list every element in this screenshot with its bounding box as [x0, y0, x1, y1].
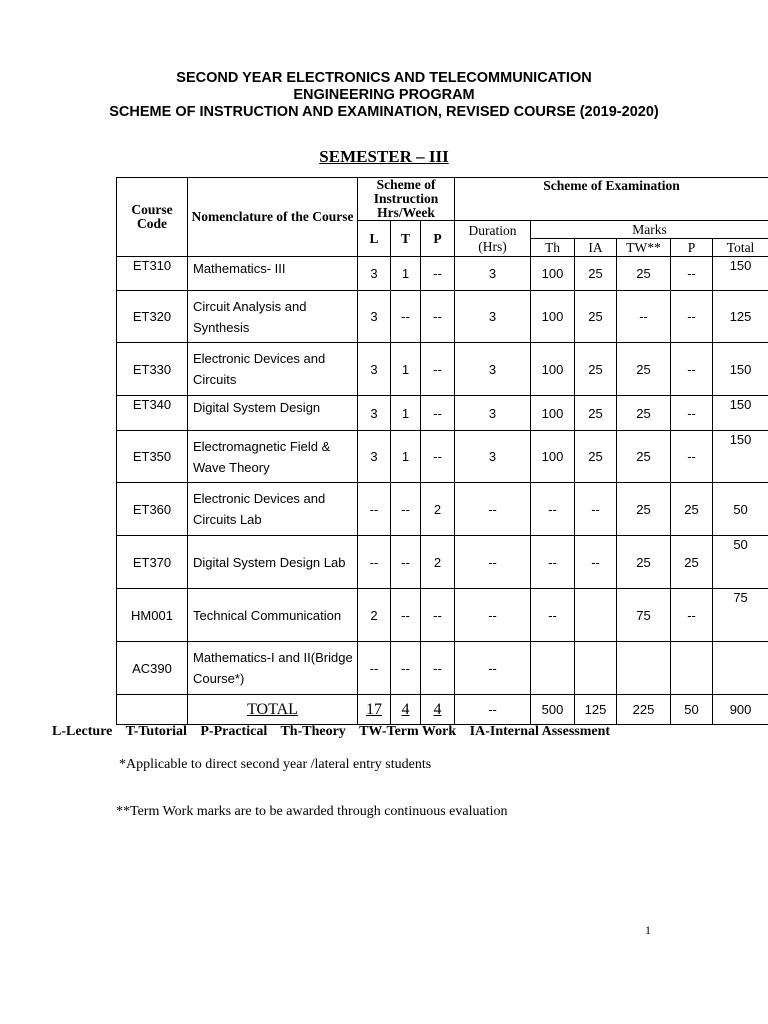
table-row [117, 642, 768, 695]
cell-l: -- [358, 483, 391, 536]
cell-th: -- [531, 483, 575, 536]
legend-item: P-Practical [200, 724, 268, 739]
cell-course-name: Mathematics- III [188, 257, 358, 291]
cell-l: 3 [358, 396, 391, 431]
note-term-work: **Term Work marks are to be awarded through continuous evaluation [116, 804, 508, 819]
cell-course-name: Electronic Devices and Circuits [188, 343, 358, 396]
cell-tw: -- [617, 291, 671, 343]
semester-title: SEMESTER – III [319, 147, 449, 166]
cell-th [531, 642, 575, 695]
cell-tw: 25 [617, 483, 671, 536]
total-t: 4 [391, 695, 421, 725]
cell-total [713, 642, 768, 695]
cell-t: 1 [391, 431, 421, 483]
cell-course-code: ET340 [117, 396, 188, 431]
cell-p: -- [421, 431, 455, 483]
cell-l: 2 [358, 589, 391, 642]
heading-line-3: SCHEME OF INSTRUCTION AND EXAMINATION, REVISED COURSE (2019-2020) [109, 104, 659, 120]
cell-course-code: HM001 [117, 589, 188, 642]
cell-course-name: Digital System Design [188, 396, 358, 431]
header-duration: Duration (Hrs) [455, 221, 531, 257]
total-p: 4 [421, 695, 455, 725]
header-total: Total [713, 239, 768, 257]
cell-ia: 25 [575, 343, 617, 396]
cell-course-name: Circuit Analysis and Synthesis [188, 291, 358, 343]
cell-t: -- [391, 642, 421, 695]
table-row [117, 431, 768, 483]
header-course-code: Course Code [117, 178, 188, 257]
cell-p: 2 [421, 483, 455, 536]
cell-p-marks: -- [671, 431, 713, 483]
cell-th: 100 [531, 343, 575, 396]
table-row [117, 483, 768, 536]
header-p-marks: P [671, 239, 713, 257]
cell-course-code: ET370 [117, 536, 188, 589]
cell-duration: -- [455, 536, 531, 589]
cell-total: 150 [713, 431, 768, 483]
header-tw: TW** [617, 239, 671, 257]
cell-tw: 75 [617, 589, 671, 642]
cell-t: -- [391, 536, 421, 589]
cell-p-marks: 25 [671, 483, 713, 536]
cell-t: -- [391, 483, 421, 536]
table-row [117, 343, 768, 396]
cell-l: -- [358, 536, 391, 589]
total-blank [117, 695, 188, 725]
cell-duration: 3 [455, 396, 531, 431]
cell-t: -- [391, 589, 421, 642]
cell-p-marks: -- [671, 343, 713, 396]
header-marks: Marks [531, 221, 768, 239]
cell-duration: -- [455, 642, 531, 695]
header-l: L [358, 221, 391, 257]
cell-p: -- [421, 642, 455, 695]
cell-duration: 3 [455, 257, 531, 291]
cell-total: 150 [713, 396, 768, 431]
cell-th: 100 [531, 396, 575, 431]
cell-t: 1 [391, 396, 421, 431]
cell-l: 3 [358, 257, 391, 291]
heading-line-1: SECOND YEAR ELECTRONICS AND TELECOMMUNICATION [176, 70, 592, 86]
total-label: TOTAL [188, 695, 358, 725]
total-tw: 225 [617, 695, 671, 725]
cell-ia [575, 589, 617, 642]
cell-ia: 25 [575, 257, 617, 291]
cell-course-code: ET320 [117, 291, 188, 343]
header-th: Th [531, 239, 575, 257]
cell-t: -- [391, 291, 421, 343]
cell-duration: -- [455, 589, 531, 642]
cell-p: -- [421, 291, 455, 343]
cell-l: 3 [358, 431, 391, 483]
cell-p-marks: -- [671, 396, 713, 431]
header-nomenclature: Nomenclature of the Course [188, 178, 358, 257]
cell-tw: 25 [617, 431, 671, 483]
legend-item: IA-Internal Assessment [469, 724, 611, 739]
header-instruction: Scheme of Instruction Hrs/Week [358, 178, 455, 221]
cell-course-code: ET360 [117, 483, 188, 536]
table-row [117, 589, 768, 642]
cell-ia: -- [575, 536, 617, 589]
cell-th: -- [531, 589, 575, 642]
note-bridge-course: *Applicable to direct second year /lateral entry students [119, 757, 432, 772]
cell-course-code: ET350 [117, 431, 188, 483]
legend-item: Th-Theory [280, 724, 346, 739]
cell-course-code: ET310 [117, 257, 188, 291]
cell-duration: -- [455, 483, 531, 536]
cell-t: 1 [391, 257, 421, 291]
cell-course-code: AC390 [117, 642, 188, 695]
cell-ia: 25 [575, 396, 617, 431]
total-p-marks: 50 [671, 695, 713, 725]
cell-total: 50 [713, 483, 768, 536]
legend [52, 724, 620, 740]
header-t: T [391, 221, 421, 257]
cell-total: 125 [713, 291, 768, 343]
cell-t: 1 [391, 343, 421, 396]
cell-total: 150 [713, 343, 768, 396]
cell-th: 100 [531, 291, 575, 343]
cell-p: -- [421, 343, 455, 396]
cell-ia: 25 [575, 431, 617, 483]
cell-tw: 25 [617, 257, 671, 291]
cell-tw: 25 [617, 536, 671, 589]
cell-tw [617, 642, 671, 695]
cell-p-marks: -- [671, 291, 713, 343]
table-row [117, 257, 768, 291]
cell-total: 75 [713, 589, 768, 642]
cell-l: 3 [358, 291, 391, 343]
cell-th: 100 [531, 257, 575, 291]
heading-line-2: ENGINEERING PROGRAM [293, 87, 475, 103]
cell-p: -- [421, 396, 455, 431]
total-duration: -- [455, 695, 531, 725]
cell-course-name: Digital System Design Lab [188, 536, 358, 589]
cell-p: 2 [421, 536, 455, 589]
cell-p-marks: -- [671, 589, 713, 642]
cell-total: 150 [713, 257, 768, 291]
cell-p-marks: 25 [671, 536, 713, 589]
cell-duration: 3 [455, 291, 531, 343]
cell-course-name: Mathematics-I and II(Bridge Course*) [188, 642, 358, 695]
legend-item: T-Tutorial [125, 724, 187, 739]
header-ia: IA [575, 239, 617, 257]
cell-p: -- [421, 589, 455, 642]
table-row [117, 396, 768, 431]
cell-total: 50 [713, 536, 768, 589]
page-number: 1 [645, 923, 651, 937]
cell-p-marks: -- [671, 257, 713, 291]
total-ia: 125 [575, 695, 617, 725]
header-examination: Scheme of Examination [455, 178, 768, 221]
total-l: 17 [358, 695, 391, 725]
cell-course-name: Electromagnetic Field & Wave Theory [188, 431, 358, 483]
cell-th: -- [531, 536, 575, 589]
scheme-table [116, 177, 768, 725]
cell-p-marks [671, 642, 713, 695]
cell-tw: 25 [617, 343, 671, 396]
legend-item: L-Lecture [52, 724, 113, 739]
cell-l: 3 [358, 343, 391, 396]
cell-duration: 3 [455, 343, 531, 396]
total-total: 900 [713, 695, 768, 725]
cell-l: -- [358, 642, 391, 695]
header-p: P [421, 221, 455, 257]
table-row [117, 291, 768, 343]
cell-ia: 25 [575, 291, 617, 343]
cell-tw: 25 [617, 396, 671, 431]
total-th: 500 [531, 695, 575, 725]
cell-ia [575, 642, 617, 695]
cell-course-name: Electronic Devices and Circuits Lab [188, 483, 358, 536]
table-row [117, 536, 768, 589]
cell-duration: 3 [455, 431, 531, 483]
legend-item: TW-Term Work [359, 724, 457, 739]
cell-ia: -- [575, 483, 617, 536]
cell-course-code: ET330 [117, 343, 188, 396]
cell-p: -- [421, 257, 455, 291]
cell-course-name: Technical Communication [188, 589, 358, 642]
total-row [117, 695, 768, 725]
cell-th: 100 [531, 431, 575, 483]
